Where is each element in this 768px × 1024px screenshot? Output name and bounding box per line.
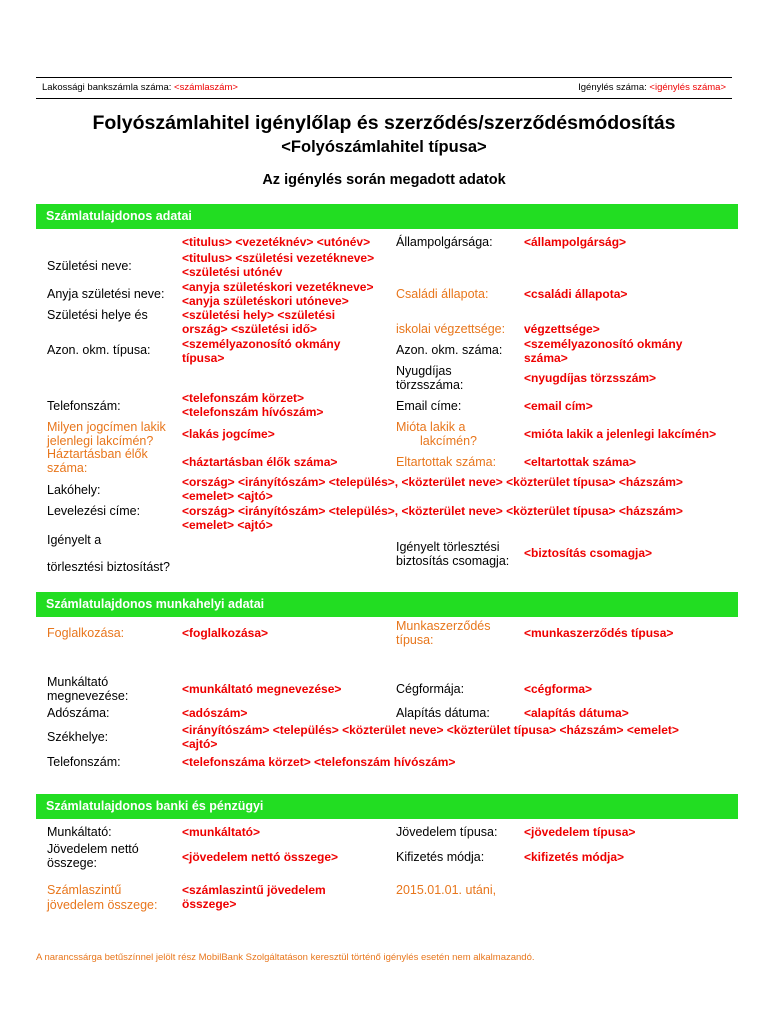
- id-number-value-1: <személyazonosító okmány: [524, 337, 683, 351]
- page-subtitle: <Folyószámlahitel típusa>: [281, 138, 487, 156]
- request-number: Igénylés száma: <igénylés száma>: [578, 82, 726, 93]
- income-type-label: Jövedelem típusa:: [396, 825, 498, 839]
- email-value: <email cím>: [524, 399, 593, 413]
- header-bar: [36, 77, 732, 99]
- since-value: <mióta lakik a jelenlegi lakcímén>: [524, 427, 717, 441]
- since-label-2: lakcímén?: [420, 434, 477, 448]
- hq-value-1: <irányítószám> <település> <közterület neve> <közterület típusa> <házszám> <emelet>: [182, 723, 679, 737]
- id-number-value-2: száma>: [524, 351, 568, 365]
- pension-label-2: törzsszáma:: [396, 378, 464, 392]
- address-label: Lakóhely:: [47, 483, 101, 497]
- account-income-value-2: összege>: [182, 897, 237, 911]
- birth-name-value-1: <titulus> <születési vezetékneve>: [182, 251, 375, 265]
- mother-name-value-2: <anyja születéskori utóneve>: [182, 294, 349, 308]
- account-number: Lakossági bankszámla száma: <számlaszám>: [42, 82, 238, 93]
- contract-label-2: típusa:: [396, 633, 434, 647]
- residence-label-1: Milyen jogcímen lakik: [47, 420, 166, 434]
- residence-label-2: jelenlegi lakcímén?: [47, 434, 154, 448]
- id-type-value-1: <személyazonosító okmány: [182, 337, 341, 351]
- income-type-value: <jövedelem típusa>: [524, 825, 636, 839]
- citizenship-value: <állampolgárság>: [524, 235, 627, 249]
- insurance-package-label-1: Igényelt törlesztési: [396, 540, 500, 554]
- footnote: A narancssárga betűszínnel jelölt rész MobilBank Szolgáltatáson keresztül történő igénylés esetén nem alkalmazandó.: [36, 952, 535, 963]
- mail-label: Levelezési címe:: [47, 504, 141, 518]
- account-income-value-1: <számlaszintű jövedelem: [182, 883, 326, 897]
- founded-value: <alapítás dátuma>: [524, 706, 629, 720]
- address-value-1: <ország> <irányítószám> <település>, <közterület neve> <közterület típusa> <házszám>: [182, 475, 683, 489]
- net-income-value: <jövedelem nettó összege>: [182, 850, 339, 864]
- tax-number-label: Adószáma:: [47, 706, 110, 720]
- occupation-value: <foglalkozása>: [182, 626, 269, 640]
- account-income-label-1: Számlaszintű: [47, 883, 122, 897]
- household-label-2: száma:: [47, 461, 88, 475]
- net-income-label-2: összege:: [47, 856, 98, 870]
- insurance-package-value: <biztosítás csomagja>: [524, 546, 653, 560]
- owner-name-value: <titulus> <vezetéknév> <utónév>: [182, 235, 371, 249]
- mail-value-1: <ország> <irányítószám> <település>, <közterület neve> <közterület típusa> <házszám>: [182, 504, 683, 518]
- account-income-label-2: jövedelem összege:: [47, 898, 158, 912]
- employer-value: <munkáltató megnevezése>: [182, 682, 342, 696]
- section-bar-owner: Számlatulajdonos adatai: [36, 204, 738, 229]
- hq-value-2: <ajtó>: [182, 737, 218, 751]
- birthplace-value-2: ország> <születési idő>: [182, 322, 318, 336]
- id-type-label: Azon. okm. típusa:: [47, 343, 151, 357]
- founded-label: Alapítás dátuma:: [396, 706, 490, 720]
- hq-label: Székhelye:: [47, 730, 109, 744]
- contract-value: <munkaszerződés típusa>: [524, 626, 674, 640]
- education-value: végzettsége>: [524, 322, 600, 336]
- pension-label-1: Nyugdíjas: [396, 364, 452, 378]
- mother-name-label: Anyja születési neve:: [47, 287, 165, 301]
- page-title: Folyószámlahitel igénylőlap és szerződés/szerződésmódosítás: [92, 112, 676, 134]
- marital-value: <családi állapota>: [524, 287, 628, 301]
- insurance-question-1: Igényelt a: [47, 533, 102, 547]
- since-label-1: Mióta lakik a: [396, 420, 466, 434]
- household-value: <háztartásban élők száma>: [182, 455, 338, 469]
- section-heading: Az igénylés során megadott adatok: [262, 172, 506, 188]
- work-phone-value: <telefonszáma körzet> <telefonszám hívószám>: [182, 755, 456, 769]
- residence-value: <lakás jogcíme>: [182, 427, 275, 441]
- bank-employer-value: <munkáltató>: [182, 825, 261, 839]
- phone-value-2: <telefonszám hívószám>: [182, 405, 324, 419]
- payment-method-label: Kifizetés módja:: [396, 850, 485, 864]
- phone-value-1: <telefonszám körzet>: [182, 391, 305, 405]
- dependents-label: Eltartottak száma:: [396, 455, 497, 469]
- household-label-1: Háztartásban élők: [47, 447, 148, 461]
- citizenship-label: Állampolgársága:: [396, 235, 493, 249]
- mail-value-2: <emelet> <ajtó>: [182, 518, 273, 532]
- occupation-label: Foglalkozása:: [47, 626, 125, 640]
- section-bar-work: Számlatulajdonos munkahelyi adatai: [36, 592, 738, 617]
- net-income-label-1: Jövedelem nettó: [47, 842, 139, 856]
- employer-label-1: Munkáltató: [47, 675, 109, 689]
- after-date-text: 2015.01.01. utáni,: [396, 883, 497, 897]
- tax-number-value: <adószám>: [182, 706, 248, 720]
- employer-label-2: megnevezése:: [47, 689, 129, 703]
- id-number-label: Azon. okm. száma:: [396, 343, 503, 357]
- company-form-label: Cégformája:: [396, 682, 465, 696]
- birthplace-value-1: <születési hely> <születési: [182, 308, 336, 322]
- bank-employer-label: Munkáltató:: [47, 825, 112, 839]
- birthplace-label: Születési helye és: [47, 308, 148, 322]
- insurance-package-label-2: biztosítás csomagja:: [396, 554, 510, 568]
- email-label: Email címe:: [396, 399, 462, 413]
- marital-label: Családi állapota:: [396, 287, 489, 301]
- birth-name-value-2: <születési utónév: [182, 265, 283, 279]
- contract-label-1: Munkaszerződés: [396, 619, 491, 633]
- id-type-value-2: típusa>: [182, 351, 225, 365]
- phone-label: Telefonszám:: [47, 399, 121, 413]
- pension-value: <nyugdíjas törzsszám>: [524, 371, 657, 385]
- address-value-2: <emelet> <ajtó>: [182, 489, 273, 503]
- work-phone-label: Telefonszám:: [47, 755, 121, 769]
- section-bar-bank: Számlatulajdonos banki és pénzügyi: [36, 794, 738, 819]
- insurance-question-2: törlesztési biztosítást?: [47, 560, 170, 574]
- company-form-value: <cégforma>: [524, 682, 593, 696]
- mother-name-value-1: <anyja születéskori vezetékneve>: [182, 280, 374, 294]
- birth-name-label: Születési neve:: [47, 259, 132, 273]
- education-label: iskolai végzettsége:: [396, 322, 506, 336]
- dependents-value: <eltartottak száma>: [524, 455, 637, 469]
- payment-method-value: <kifizetés módja>: [524, 850, 625, 864]
